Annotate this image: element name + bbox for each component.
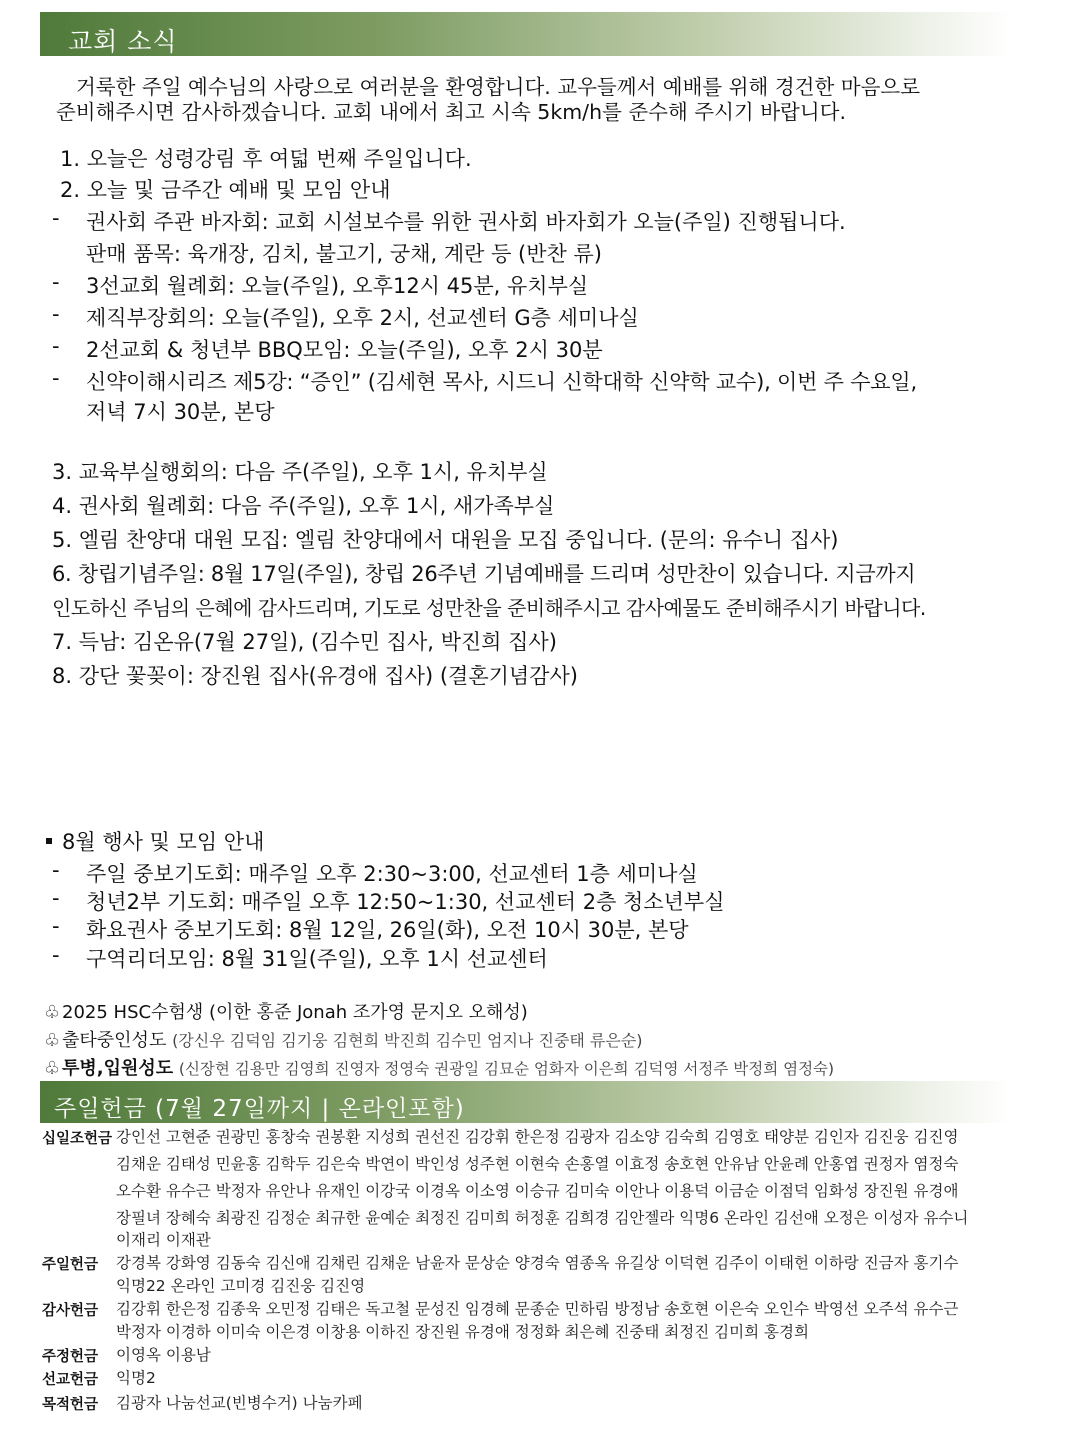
club-icon: ♧: [44, 1058, 61, 1079]
august-item-1: 주일 중보기도회: 매주일 오후 2:30~3:00, 선교센터 1층 세미나실: [86, 862, 698, 886]
august-item-2: 청년2부 기도회: 매주일 오후 12:50~1:30, 선교센터 2층 청소년부실: [86, 890, 725, 914]
section-header-offerings: [40, 1081, 1012, 1123]
club-icon: ♧: [44, 1030, 61, 1051]
dash-marker: -: [52, 914, 60, 938]
section-title: 교회 소식: [68, 27, 178, 56]
sub-item-bazaar-products: 판매 품목: 육개장, 김치, 불고기, 궁채, 계란 등 (반찬 류): [86, 242, 602, 266]
dash-marker: -: [52, 206, 60, 230]
offering-names: 익명22 온라인 고미경 김진웅 김진영: [116, 1277, 366, 1295]
dash-marker: -: [52, 334, 60, 358]
offering-names: 이재리 이재관: [116, 1231, 211, 1249]
offering-names: 이영옥 이용남: [116, 1346, 211, 1364]
sub-item-nt-series-time: 저녁 7시 30분, 본당: [86, 400, 275, 424]
offering-label-tithe: 십일조헌금: [42, 1131, 113, 1147]
intro-line-2: 준비해주시면 감사하겠습니다. 교회 내에서 최고 시속 5km/h를 준수해 주시기 바랍니다.: [56, 100, 846, 124]
bullet-square: [46, 838, 52, 844]
dash-marker: -: [52, 943, 60, 967]
news-item-6: 6. 창립기념주일: 8월 17일(주일), 창립 26주년 기념예배를 드리며 성만찬이 있습니다. 지금까지: [52, 562, 916, 586]
club-icon: ♧: [44, 1002, 61, 1023]
section-title: 주일헌금 (7월 27일까지 | 온라인포함): [54, 1096, 465, 1122]
prayer-sick: ♧ 투병,입원성도 (신장현 김용만 김영희 진영자 정영숙 권광일 김묘순 엄화자 이은희 김덕영 서정주 박정희 염정숙): [44, 1058, 835, 1079]
offering-names: 강경복 강화영 김동숙 김신애 김채린 김채운 남윤자 문상순 양경숙 염종옥 유길상 이덕현 김주이 이태헌 이하랑 진금자 홍기수: [116, 1254, 959, 1272]
sub-item-nt-series: 신약이해시리즈 제5강: “증인” (김세현 목사, 시드니 신학대학 신약학 교수), 이번 주 수요일,: [86, 370, 917, 394]
intro-line-1: 거룩한 주일 예수님의 사랑으로 여러분을 환영합니다. 교우들께서 예배를 위해 경건한 마음으로: [76, 75, 920, 99]
prayer-hsc: ♧ 2025 HSC수험생 (이한 홍준 Jonah 조가영 문지오 오해성): [44, 1002, 528, 1023]
offering-names: 오수환 유수근 박정자 유안나 유재인 이강국 이경옥 이소영 이승규 김미숙 이안나 이용덕 이금순 이점덕 임화성 장진원 유경애: [116, 1182, 959, 1200]
dash-marker: -: [52, 302, 60, 326]
news-item-3: 3. 교육부실행회의: 다음 주(주일), 오후 1시, 유치부실: [52, 460, 548, 484]
offering-names: 김채운 김태성 민윤홍 김학두 김은숙 박연이 박인성 성주현 이현숙 손홍열 이효정 송호현 안유남 안윤례 안홍엽 권정자 염정숙: [116, 1155, 959, 1173]
prayer-travelling: ♧ 출타중인성도 (강신우 김덕임 김기웅 김현희 박진희 김수민 엄지나 진중태 류은순): [44, 1030, 643, 1051]
offering-label-weekly: 주정헌금: [42, 1349, 99, 1365]
offering-names: 익명2: [116, 1369, 156, 1387]
offering-names: 김광자 나눔선교(빈병수거) 나눔카페: [116, 1394, 363, 1412]
section-header-church-news: [40, 12, 1012, 56]
offering-label-thanks: 감사헌금: [42, 1303, 99, 1319]
news-item-6-cont: 인도하신 주님의 은혜에 감사드리며, 기도로 성만찬을 준비해주시고 감사예물도 준비해주시기 바랍니다.: [52, 596, 926, 620]
offering-names: 장필녀 장혜숙 최광진 김정순 최규한 윤예순 최정진 김미희 허정훈 김희경 김안젤라 익명6 온라인 김선애 오정은 이성자 유수니: [116, 1209, 969, 1227]
offering-label-purpose: 목적헌금: [42, 1397, 99, 1413]
august-item-3: 화요권사 중보기도회: 8월 12일, 26일(화), 오전 10시 30분, 본당: [86, 918, 689, 942]
august-title: 8월 행사 및 모임 안내: [62, 830, 265, 854]
news-item-5: 5. 엘림 찬양대 대원 모집: 엘림 찬양대에서 대원을 모집 중입니다. (문의: 유수니 집사): [52, 528, 839, 552]
news-item-7: 7. 득남: 김온유(7월 27일), (김수민 집사, 박진희 집사): [52, 630, 557, 654]
sub-item-deacons-meeting: 제직부장회의: 오늘(주일), 오후 2시, 선교센터 G층 세미나실: [86, 306, 639, 330]
dash-marker: -: [52, 270, 60, 294]
dash-marker: -: [52, 886, 60, 910]
sub-item-bbq: 2선교회 & 청년부 BBQ모임: 오늘(주일), 오후 2시 30분: [86, 338, 603, 362]
offering-label-sunday: 주일헌금: [42, 1257, 99, 1273]
august-item-4: 구역리더모임: 8월 31일(주일), 오후 1시 선교센터: [86, 947, 548, 971]
dash-marker: -: [52, 858, 60, 882]
offering-names: 박정자 이경하 이미숙 이은경 이창용 이하진 장진원 유경애 정정화 최은혜 진중태 최정진 김미희 홍경희: [116, 1323, 809, 1341]
news-item-1: 1. 오늘은 성령강림 후 여덟 번째 주일입니다.: [60, 147, 472, 171]
news-item-8: 8. 강단 꽃꽂이: 장진원 집사(유경애 집사) (결혼기념감사): [52, 664, 578, 688]
news-item-4: 4. 권사회 월례회: 다음 주(주일), 오후 1시, 새가족부실: [52, 494, 555, 518]
offering-names: 김강휘 한은정 김종욱 오민정 김태은 독고철 문성진 임경혜 문종순 민하림 방정남 송호현 이은숙 오인수 박영선 오주석 유수근: [116, 1300, 959, 1318]
sub-item-3rd-mission: 3선교회 월례회: 오늘(주일), 오후12시 45분, 유치부실: [86, 274, 589, 298]
sub-item-bazaar: 권사회 주관 바자회: 교회 시설보수를 위한 권사회 바자회가 오늘(주일) 진행됩니다.: [86, 210, 846, 234]
dash-marker: -: [52, 366, 60, 390]
offering-label-mission: 선교헌금: [42, 1372, 99, 1388]
offering-names: 강인선 고현준 권광민 홍창숙 권봉환 지성희 권선진 김강휘 한은정 김광자 김소양 김숙희 김영호 태양분 김인자 김진웅 김진영: [116, 1128, 959, 1146]
news-item-2: 2. 오늘 및 금주간 예배 및 모임 안내: [60, 178, 391, 202]
